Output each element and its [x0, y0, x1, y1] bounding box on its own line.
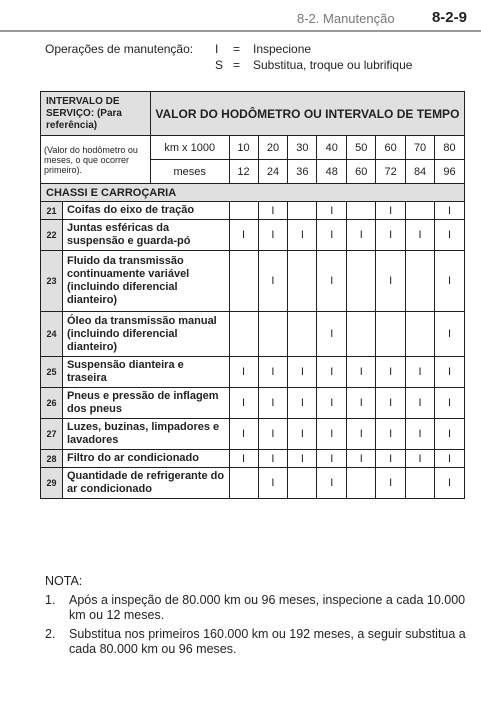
maintenance-mark [347, 468, 376, 499]
table-row [41, 450, 465, 468]
month-value: 84 [406, 160, 435, 184]
row-number: 25 [41, 357, 63, 388]
month-value: 12 [229, 160, 258, 184]
table-row [41, 312, 465, 357]
maintenance-mark: I [435, 251, 465, 312]
maintenance-mark: I [288, 450, 317, 468]
maintenance-mark: I [376, 220, 406, 251]
section-title: 8-2. Manutenção [297, 11, 395, 26]
legend-text: Substitua, troque ou lubrifique [253, 58, 413, 72]
page-header [0, 0, 481, 30]
maintenance-mark [406, 251, 435, 312]
row-item-label: Pneus e pressão de inflagem dos pneus [62, 388, 229, 419]
maintenance-mark: I [347, 357, 376, 388]
maintenance-mark: I [317, 220, 347, 251]
note-number: 1. [45, 593, 56, 607]
row-item-label: Juntas esféricas da suspensão e guarda-pó [62, 220, 229, 251]
maintenance-mark: I [288, 220, 317, 251]
maintenance-mark: I [376, 468, 406, 499]
maintenance-mark: I [258, 388, 288, 419]
row-item-label: Suspensão dianteira e traseira [62, 357, 229, 388]
maintenance-mark: I [229, 450, 258, 468]
month-value: 36 [288, 160, 317, 184]
maintenance-mark: I [258, 357, 288, 388]
maintenance-mark: I [435, 388, 465, 419]
maintenance-mark: I [317, 419, 347, 450]
maintenance-mark: I [347, 419, 376, 450]
maintenance-mark: I [376, 251, 406, 312]
note-item [45, 593, 475, 623]
row-number: 21 [41, 202, 63, 220]
maintenance-mark: I [317, 312, 347, 357]
page-number: 8-2-9 [431, 9, 467, 26]
table-row [41, 419, 465, 450]
legend-equals: = [233, 58, 241, 72]
note-number: 2. [45, 627, 56, 641]
legend-code: S [215, 58, 224, 72]
maintenance-mark: I [317, 357, 347, 388]
maintenance-mark: I [347, 220, 376, 251]
notes-block [45, 574, 475, 661]
maintenance-mark [288, 468, 317, 499]
maintenance-mark: I [406, 450, 435, 468]
row-number: 29 [41, 468, 63, 499]
maintenance-mark: I [435, 450, 465, 468]
maintenance-mark: I [406, 388, 435, 419]
maintenance-mark: I [317, 450, 347, 468]
maintenance-mark: I [317, 202, 347, 220]
maintenance-mark: I [258, 251, 288, 312]
odometer-heading: VALOR DO HODÔMETRO OU INTERVALO DE TEMPO [150, 92, 464, 136]
table-row [41, 357, 465, 388]
maintenance-mark: I [258, 202, 288, 220]
maintenance-mark: I [406, 220, 435, 251]
maintenance-mark: I [435, 468, 465, 499]
month-value: 48 [317, 160, 347, 184]
maintenance-mark: I [376, 357, 406, 388]
month-value: 96 [435, 160, 465, 184]
maintenance-mark: I [435, 202, 465, 220]
maintenance-mark [288, 251, 317, 312]
month-value: 24 [258, 160, 288, 184]
maintenance-mark: I [258, 220, 288, 251]
maintenance-legend [45, 41, 412, 73]
maintenance-mark [258, 312, 288, 357]
row-item-label: Quantidade de refrigerante do ar condicionado [62, 468, 229, 499]
row-item-label: Coifas do eixo de tração [62, 202, 229, 220]
reading-note: (Valor do hodômetro ou meses, o que ocorrer primeiro). [41, 136, 151, 184]
km-value: 60 [376, 136, 406, 160]
km-value: 10 [229, 136, 258, 160]
maintenance-mark: I [258, 450, 288, 468]
table-row [41, 251, 465, 312]
table-row [41, 202, 465, 220]
legend-row [45, 57, 412, 73]
maintenance-mark: I [435, 312, 465, 357]
row-item-label: Fluido da transmissão continuamente variável (incluindo diferencial dianteiro) [62, 251, 229, 312]
maintenance-mark: I [347, 388, 376, 419]
maintenance-mark: I [376, 388, 406, 419]
km-value: 30 [288, 136, 317, 160]
months-label: meses [150, 160, 229, 184]
maintenance-mark [288, 202, 317, 220]
row-item-label: Óleo da transmissão manual (incluindo diferencial dianteiro) [62, 312, 229, 357]
km-value: 50 [347, 136, 376, 160]
maintenance-mark: I [229, 388, 258, 419]
km-value: 20 [258, 136, 288, 160]
maintenance-mark: I [258, 419, 288, 450]
maintenance-mark [288, 312, 317, 357]
table-row [41, 220, 465, 251]
maintenance-mark [229, 202, 258, 220]
km-value: 40 [317, 136, 347, 160]
maintenance-mark: I [229, 357, 258, 388]
km-value: 70 [406, 136, 435, 160]
maintenance-mark: I [229, 419, 258, 450]
row-number: 28 [41, 450, 63, 468]
header-divider [0, 30, 481, 32]
maintenance-mark [229, 468, 258, 499]
row-item-label: Filtro do ar condicionado [62, 450, 229, 468]
maintenance-mark: I [435, 419, 465, 450]
legend-code: I [215, 42, 219, 56]
maintenance-mark: I [376, 450, 406, 468]
maintenance-mark: I [435, 220, 465, 251]
maintenance-mark: I [229, 220, 258, 251]
km-label: km x 1000 [150, 136, 229, 160]
row-number: 26 [41, 388, 63, 419]
maintenance-mark: I [406, 419, 435, 450]
maintenance-mark: I [347, 450, 376, 468]
maintenance-mark [406, 468, 435, 499]
legend-text: Inspecione [253, 42, 312, 56]
maintenance-mark [376, 312, 406, 357]
row-number: 24 [41, 312, 63, 357]
maintenance-mark [347, 312, 376, 357]
notes-title: NOTA: [45, 574, 83, 588]
maintenance-mark [406, 312, 435, 357]
section-chassis-title: CHASSI E CARROÇARIA [41, 184, 465, 202]
row-number: 23 [41, 251, 63, 312]
maintenance-mark: I [435, 357, 465, 388]
maintenance-mark [229, 251, 258, 312]
month-value: 60 [347, 160, 376, 184]
maintenance-mark [347, 251, 376, 312]
maintenance-mark: I [317, 468, 347, 499]
service-interval-label: INTERVALO DE SERVIÇO: (Para referência) [41, 92, 151, 136]
note-text: Após a inspeção de 80.000 km ou 96 meses, inspecione a cada 10.000 km ou 12 meses. [69, 593, 466, 622]
maintenance-mark [347, 202, 376, 220]
maintenance-mark: I [376, 202, 406, 220]
table-row [41, 388, 465, 419]
month-value: 72 [376, 160, 406, 184]
km-value: 80 [435, 136, 465, 160]
maintenance-mark: I [288, 357, 317, 388]
legend-title: Operações de manutenção: [45, 42, 194, 56]
maintenance-mark: I [406, 357, 435, 388]
maintenance-mark: I [288, 388, 317, 419]
note-text: Substitua nos primeiros 160.000 km ou 192 meses, a seguir substitua a cada 80.000 km ou 96 meses. [69, 627, 466, 656]
note-item [45, 627, 475, 657]
legend-equals: = [233, 42, 241, 56]
maintenance-mark: I [317, 251, 347, 312]
maintenance-mark: I [288, 419, 317, 450]
legend-row [45, 41, 412, 57]
maintenance-mark [406, 202, 435, 220]
maintenance-mark: I [258, 468, 288, 499]
maintenance-mark [229, 312, 258, 357]
row-number: 22 [41, 220, 63, 251]
table-row [41, 468, 465, 499]
row-number: 27 [41, 419, 63, 450]
maintenance-mark: I [376, 419, 406, 450]
maintenance-mark: I [317, 388, 347, 419]
maintenance-schedule-table [40, 91, 465, 499]
row-item-label: Luzes, buzinas, limpadores e lavadores [62, 419, 229, 450]
